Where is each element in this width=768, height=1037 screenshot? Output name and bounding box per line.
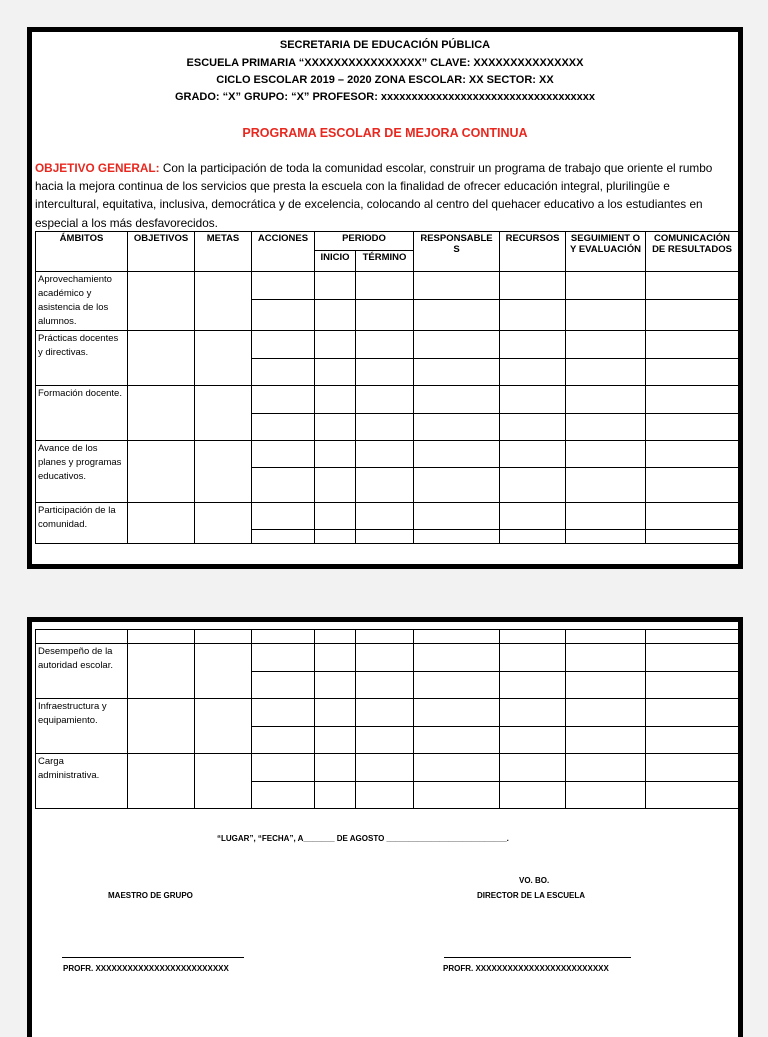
table-cell	[500, 754, 566, 782]
table-cell	[414, 441, 500, 468]
table-cell	[195, 630, 252, 644]
table-cell	[414, 630, 500, 644]
table-cell	[646, 503, 739, 530]
col-header-inicio: INICIO	[315, 251, 356, 272]
table-cell	[646, 727, 739, 754]
table-cell	[646, 530, 739, 544]
table-cell	[356, 644, 414, 672]
table-cell	[128, 503, 195, 544]
table-cell	[356, 441, 414, 468]
document-title: PROGRAMA ESCOLAR DE MEJORA CONTINUA	[242, 126, 528, 140]
table-cell	[315, 272, 356, 300]
table-cell	[500, 530, 566, 544]
table-cell	[252, 727, 315, 754]
table-cell	[356, 386, 414, 414]
table-cell	[252, 414, 315, 441]
table-cell	[128, 630, 195, 644]
table-cell	[128, 754, 195, 809]
table-cell	[566, 699, 646, 727]
table-cell	[252, 672, 315, 699]
table-cell	[500, 503, 566, 530]
table-cell	[356, 359, 414, 386]
table-cell	[128, 699, 195, 754]
table-cell	[414, 468, 500, 503]
ambito-cell: Prácticas docentes y directivas.	[36, 331, 128, 386]
table-cell	[315, 386, 356, 414]
table-cell	[252, 630, 315, 644]
table-cell	[356, 530, 414, 544]
vobo-label: VO. BO.	[519, 876, 550, 885]
col-header-seguimiento: SEGUIMIENT O Y EVALUACIÓN	[566, 232, 646, 272]
table-cell	[252, 754, 315, 782]
table-cell	[252, 272, 315, 300]
table-cell	[646, 331, 739, 359]
table-cell	[566, 727, 646, 754]
table-cell	[500, 672, 566, 699]
table-cell	[356, 300, 414, 331]
table-cell	[356, 727, 414, 754]
table-cell	[500, 359, 566, 386]
table-cell	[646, 272, 739, 300]
table-cell	[315, 630, 356, 644]
table-cell	[252, 386, 315, 414]
header-line-2: ESCUELA PRIMARIA “XXXXXXXXXXXXXXXX” CLAVE: XXXXXXXXXXXXXXX	[186, 57, 584, 69]
table-cell	[195, 699, 252, 754]
improvement-table-continued	[35, 629, 739, 809]
table-cell	[252, 441, 315, 468]
table-cell	[315, 530, 356, 544]
col-header-ambitos: ÁMBITOS	[36, 232, 128, 272]
table-cell	[646, 630, 739, 644]
table-cell	[252, 468, 315, 503]
table-cell	[315, 754, 356, 782]
table-cell	[500, 414, 566, 441]
ambito-cell: Infraestructura y equipamiento.	[36, 699, 128, 754]
table-cell	[414, 300, 500, 331]
table-cell	[500, 468, 566, 503]
table-cell	[566, 630, 646, 644]
table-cell	[315, 782, 356, 809]
maestro-label: MAESTRO DE GRUPO	[108, 891, 193, 900]
table-cell	[356, 331, 414, 359]
table-cell	[646, 468, 739, 503]
table-cell	[566, 414, 646, 441]
col-header-acciones: ACCIONES	[252, 232, 315, 272]
col-header-termino: TÉRMINO	[356, 251, 414, 272]
table-cell	[414, 644, 500, 672]
table-cell	[252, 530, 315, 544]
table-cell	[315, 359, 356, 386]
objective-label: OBJETIVO GENERAL:	[35, 161, 160, 175]
table-cell	[566, 441, 646, 468]
table-cell	[414, 727, 500, 754]
table-cell	[566, 782, 646, 809]
ambito-cell: Avance de los planes y programas educativos.	[36, 441, 128, 503]
table-cell	[195, 331, 252, 386]
table-cell	[414, 503, 500, 530]
table-cell	[315, 414, 356, 441]
header-line-3: CICLO ESCOLAR 2019 – 2020 ZONA ESCOLAR: XX SECTOR: XX	[216, 74, 554, 86]
table-cell	[315, 331, 356, 359]
table-cell	[566, 644, 646, 672]
table-cell	[252, 699, 315, 727]
table-cell	[566, 530, 646, 544]
table-cell	[315, 441, 356, 468]
table-cell	[646, 699, 739, 727]
profr-right: PROFR. XXXXXXXXXXXXXXXXXXXXXXXXX	[443, 964, 609, 973]
table-cell	[252, 503, 315, 530]
table-cell	[414, 782, 500, 809]
table-cell	[414, 359, 500, 386]
table-cell	[195, 272, 252, 331]
table-cell	[195, 754, 252, 809]
director-label: DIRECTOR DE LA ESCUELA	[477, 891, 586, 900]
table-cell	[315, 727, 356, 754]
ambito-cell: Participación de la comunidad.	[36, 503, 128, 544]
table-cell	[195, 441, 252, 503]
table-cell	[315, 699, 356, 727]
table-cell	[414, 414, 500, 441]
ambito-cell: Aprovechamiento académico y asistencia de los alumnos.	[36, 272, 128, 331]
table-cell	[252, 782, 315, 809]
table-cell	[195, 503, 252, 544]
table-cell	[566, 754, 646, 782]
table-cell	[414, 530, 500, 544]
table-cell	[500, 331, 566, 359]
table-cell	[356, 699, 414, 727]
signature-line-left	[62, 957, 244, 958]
table-cell	[500, 272, 566, 300]
col-header-responsables: RESPONSABLE S	[414, 232, 500, 272]
table-cell	[566, 359, 646, 386]
table-cell	[252, 300, 315, 331]
table-cell	[500, 630, 566, 644]
table-cell	[252, 644, 315, 672]
table-cell	[128, 386, 195, 441]
table-cell	[315, 672, 356, 699]
table-cell	[500, 386, 566, 414]
table-cell	[356, 272, 414, 300]
table-cell	[356, 672, 414, 699]
table-cell	[414, 272, 500, 300]
col-header-objetivos: OBJETIVOS	[128, 232, 195, 272]
table-cell	[500, 441, 566, 468]
table-cell	[315, 644, 356, 672]
table-cell	[252, 359, 315, 386]
table-cell	[414, 672, 500, 699]
table-cell	[500, 727, 566, 754]
header-line-1: SECRETARIA DE EDUCACIÓN PÚBLICA	[279, 39, 491, 51]
table-cell	[566, 386, 646, 414]
document-page-1	[27, 27, 743, 569]
col-header-periodo: PERIODO	[315, 232, 414, 251]
table-cell	[315, 468, 356, 503]
table-cell	[128, 441, 195, 503]
col-header-metas: METAS	[195, 232, 252, 272]
table-cell	[128, 272, 195, 331]
place-date-line: “LUGAR”, “FECHA”, A_______ DE AGOSTO ___________________________.	[217, 834, 509, 843]
signature-line-right	[444, 957, 631, 958]
table-cell	[356, 754, 414, 782]
objective-text: Con la participación de toda la comunidad escolar, construir un programa de trabajo que oriente el rumbo hacia la mejora continua de los servicios que presta la escuela con la finalidad de ofrecer educación integral, plurilingüe e intercultural, equitativa, inclusiva, democrática y de excelencia, colocando al centro del quehacer educativo a los estudiantes en especial a los más desfavorecidos.	[35, 161, 713, 230]
improvement-table	[35, 231, 739, 544]
header-line-4: GRADO: “X” GRUPO: “X” PROFESOR: xxxxxxxxxxxxxxxxxxxxxxxxxxxxxxxxxxx	[174, 91, 596, 103]
ambito-cell: Carga administrativa.	[36, 754, 128, 809]
table-cell	[566, 331, 646, 359]
table-cell	[195, 644, 252, 699]
table-cell	[566, 672, 646, 699]
table-cell	[566, 300, 646, 331]
table-cell	[646, 359, 739, 386]
table-cell	[356, 503, 414, 530]
table-cell	[315, 300, 356, 331]
table-cell	[646, 644, 739, 672]
table-cell	[128, 644, 195, 699]
table-cell	[500, 644, 566, 672]
table-cell	[414, 754, 500, 782]
table-cell	[414, 386, 500, 414]
table-cell	[356, 630, 414, 644]
table-cell	[356, 468, 414, 503]
table-cell	[500, 782, 566, 809]
table-cell	[315, 503, 356, 530]
table-cell	[566, 272, 646, 300]
table-cell	[646, 414, 739, 441]
table-cell	[646, 782, 739, 809]
table-cell	[646, 672, 739, 699]
col-header-recursos: RECURSOS	[500, 232, 566, 272]
ambito-cell: Desempeño de la autoridad escolar.	[36, 644, 128, 699]
table-cell	[646, 386, 739, 414]
table-cell	[356, 782, 414, 809]
table-cell	[646, 754, 739, 782]
table-cell	[252, 331, 315, 359]
col-header-comunicacion: COMUNICACIÓN DE RESULTADOS	[646, 232, 739, 272]
table-cell	[646, 300, 739, 331]
ambito-cell: Formación docente.	[36, 386, 128, 441]
table-cell	[414, 331, 500, 359]
document-page-2	[27, 617, 743, 1037]
table-cell	[36, 630, 128, 644]
table-cell	[566, 468, 646, 503]
table-cell	[195, 386, 252, 441]
table-cell	[646, 441, 739, 468]
table-cell	[500, 300, 566, 331]
profr-left: PROFR. XXXXXXXXXXXXXXXXXXXXXXXXX	[63, 964, 229, 973]
table-cell	[356, 414, 414, 441]
table-cell	[128, 331, 195, 386]
objective-paragraph	[35, 159, 735, 232]
table-cell	[500, 699, 566, 727]
table-cell	[566, 503, 646, 530]
table-cell	[414, 699, 500, 727]
